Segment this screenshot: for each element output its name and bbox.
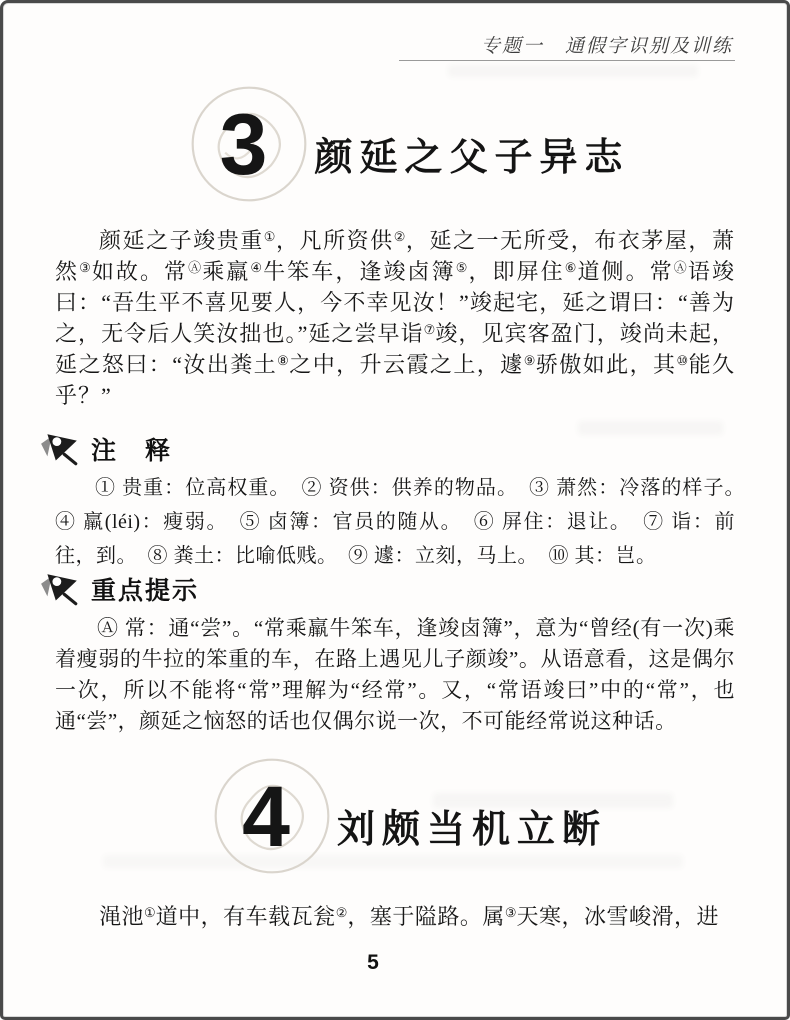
page-number: 5 [367,951,379,974]
lesson-4-heading-block [3,761,787,873]
bleed-through-artifact [448,65,698,77]
brush-nib-icon [39,571,81,607]
key-points-body: Ⓐ 常：通“尝”。“常乘羸牛笨车，逢竣卤簿”，意为“曾经(有一次)乘着瘦弱的牛拉的笨重的车，在路上遇见儿子颜竣”。从语意看，这是偶尔一次，所以不能将“常”理解为“经常”。又，“常语竣曰”中的“常”，也通“尝”，颜延之恼怒的话也仅偶尔说一次，不可能经常说这种话。 [55,616,735,733]
key-points-section-header [39,571,199,607]
lesson-4-number-wrap [231,769,301,865]
notes-heading: 注 释 [91,437,173,465]
key-points-heading: 重点提示 [91,577,200,605]
lesson-4-title: 刘颇当机立断 [336,808,607,851]
header-rule [399,60,735,61]
lesson-3-number-wrap [208,97,278,193]
brush-nib-icon [39,431,81,467]
running-header: 专题一 通假字识别及训练 [480,36,733,57]
lesson-3-heading-block [3,89,787,201]
lesson-3-title: 颜延之父子异志 [314,136,630,179]
lesson-3-passage: 颜延之子竣贵重①，凡所资供②，延之一无所受，布衣茅屋，萧然③如故。常Ⓐ乘羸④牛笨车，逢竣卤簿⑤，即屏住⑥道侧。常Ⓐ语竣曰：“吾生平不喜见要人，今不幸见汝！”竣起宅，延之谓曰：“善为之，无令后人笑汝拙也。”延之尝早诣⑦竣，见宾客盈门，竣尚未起，延之怒曰：“汝出粪土⑧之中，升云霞之上，遽⑨骄傲如此，其⑩能久乎？” [55,228,736,408]
lesson-4-passage: 渑池①道中，有车载瓦瓮②，塞于隘路。属③天寒，冰雪峻滑，进 [99,904,720,929]
lesson-3-number: 3 [219,97,268,193]
notes-section-header [39,431,172,467]
bleed-through-artifact [578,421,723,435]
lesson-4-number: 4 [242,769,290,865]
notes-body: ① 贵重：位高权重。 ② 资供：供养的物品。 ③ 萧然：冷落的样子。 ④ 羸(léi)：瘦弱。 ⑤ 卤簿：官员的随从。 ⑥ 屏住：退让。 ⑦ 诣：前往，到。 ⑧ 粪土：比喻低贱。 ⑨ 遽：立刻，马上。 ⑩ 其：岂。 [55,477,756,567]
